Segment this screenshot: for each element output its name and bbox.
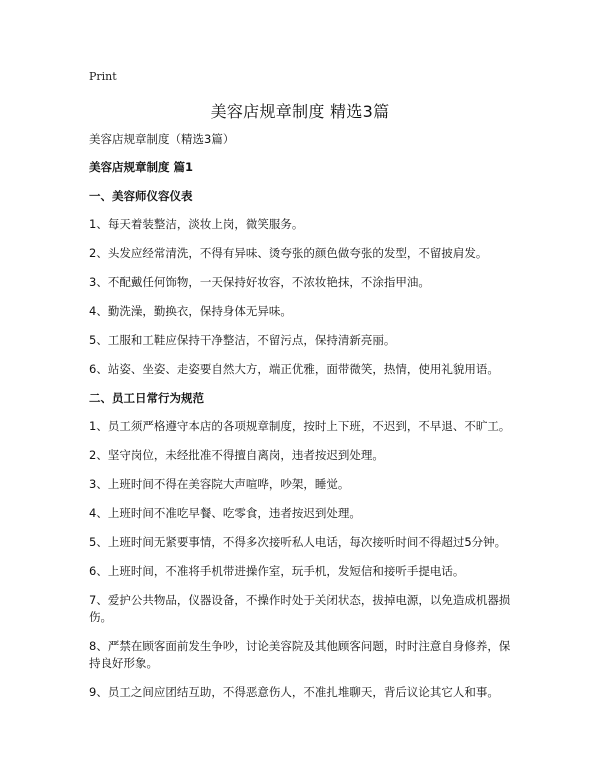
list-item: 1、员工须严格遵守本店的各项规章制度，按时上下班，不迟到，不早退、不旷工。: [89, 419, 511, 433]
list-item: 4、上班时间不准吃早餐、吃零食，违者按迟到处理。: [89, 506, 361, 520]
print-link[interactable]: Print: [89, 70, 117, 83]
list-item: 3、上班时间不得在美容院大声喧哗，吵架，睡觉。: [89, 477, 350, 491]
list-item: 2、坚守岗位，未经批准不得擅自离岗，违者按迟到处理。: [89, 448, 384, 462]
list-item: 1、每天着装整洁，淡妆上岗，微笑服务。: [89, 217, 304, 231]
list-item: 4、勤洗澡，勤换衣，保持身体无异味。: [89, 304, 292, 318]
document-subtitle: 美容店规章制度（精选3篇）: [89, 132, 235, 146]
list-item: 9、员工之间应团结互助，不得恶意伤人，不准扎堆聊天，背后议论其它人和事。: [89, 685, 499, 699]
section-heading-conduct: 二、员工日常行为规范: [89, 391, 204, 405]
list-item: 2、头发应经常清洗，不得有异味、烫夸张的颜色做夸张的发型，不留披肩发。: [89, 246, 488, 260]
list-item: 6、站姿、坐姿、走姿要自然大方，端正优雅，面带微笑，热情，使用礼貌用语。: [89, 362, 499, 376]
article-heading: 美容店规章制度 篇1: [89, 160, 194, 174]
list-item: 3、不配戴任何饰物，一天保持好妆容，不浓妆艳抹，不涂指甲油。: [89, 275, 430, 289]
list-item: 5、工服和工鞋应保持干净整洁，不留污点，保持清新亮丽。: [89, 333, 396, 347]
document-body: [89, 131, 519, 713]
page-title: 美容店规章制度 精选3篇: [210, 102, 390, 121]
list-item: 6、上班时间，不准将手机带进操作室，玩手机，发短信和接听手提电话。: [89, 564, 465, 578]
section-heading-appearance: 一、美容师仪容仪表: [89, 189, 193, 203]
list-item: 8、严禁在顾客面前发生争吵，讨论美容院及其他顾客问题，时时注意自身修养，保持良好形象。: [89, 639, 511, 670]
list-item: 5、上班时间无紧要事情，不得多次接听私人电话，每次接听时间不得超过5分钟。: [89, 535, 507, 549]
list-item: 7、爱护公共物品，仪器设备，不操作时处于关闭状态，拔掉电源，以免造成机器损伤。: [89, 593, 511, 624]
